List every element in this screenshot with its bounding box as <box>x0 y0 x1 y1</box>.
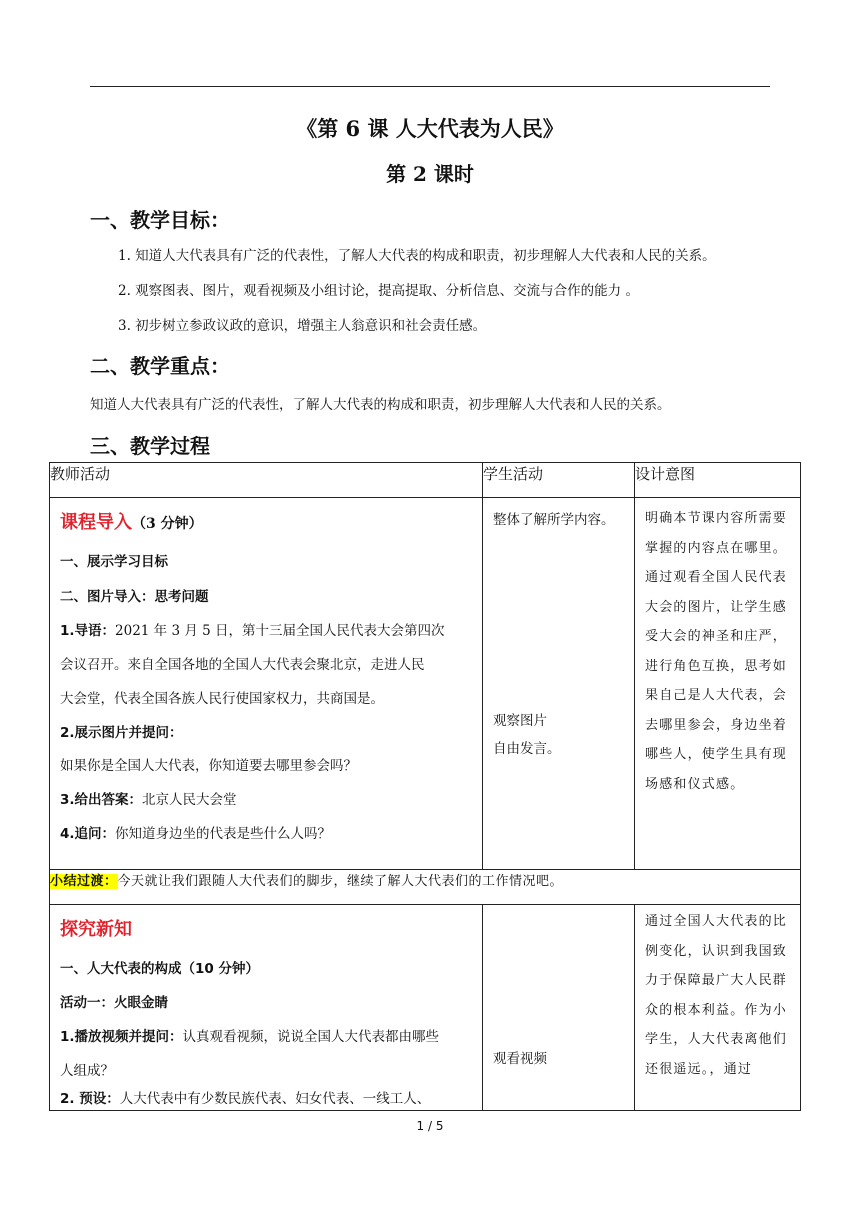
student-explore-1: 观看视频 <box>493 1051 547 1067</box>
student-cell-intro <box>483 498 635 870</box>
table-row-explore <box>50 905 801 1111</box>
explore-line-5: 2. 预设：人大代表中有少数民族代表、妇女代表、一线工人、 <box>60 1091 431 1107</box>
key-points-heading: 二、教学重点： <box>90 354 230 378</box>
teaching-process-table <box>49 462 801 1111</box>
table-row-summary <box>50 870 801 905</box>
intro-line-8: 3.给出答案：北京人民大会堂 <box>60 792 237 808</box>
summary-text: 今天就让我们跟随人大代表们的脚步，继续了解人大代表们的工作情况吧。 <box>117 874 564 889</box>
page-number: 1 / 5 <box>416 1119 444 1133</box>
goal-item-2: 2. 观察图表、图片，观看视频及小组讨论，提高提取、分析信息、交流与合作的能力 。 <box>118 283 639 299</box>
table-row-intro <box>50 498 801 870</box>
explore-heading: 探究新知 <box>60 919 132 940</box>
lesson-subtitle: 第 2 课时 <box>386 162 474 186</box>
summary-cell <box>50 870 801 905</box>
design-cell-explore <box>635 905 801 1111</box>
student-cell-explore <box>483 905 635 1111</box>
header-teacher: 教师活动 <box>50 463 483 498</box>
header-design: 设计意图 <box>635 463 801 498</box>
key-points-text: 知道人大代表具有广泛的代表性，了解人大代表的构成和职责，初步理解人大代表和人民的关系。 <box>90 397 671 413</box>
intro-line-6: 2.展示图片并提问： <box>60 725 183 741</box>
intro-line-9: 4.追问：你知道身边坐的代表是些什么人吗？ <box>60 826 332 842</box>
intro-heading-label: 课程导入 <box>60 512 132 533</box>
header-rule <box>90 86 770 87</box>
explore-line-3: 1.播放视频并提问：认真观看视频，说说全国人大代表都由哪些 <box>60 1029 440 1045</box>
design-cell-intro <box>635 498 801 870</box>
design-intro-text: 明确本节课内容所需要掌握的内容点在哪里。通过观看全国人民代表大会的图片，让学生感受大会的神圣和庄严，进行角色互换，思考如果自己是人大代表，会去哪里参会，身边坐着哪些人，使学生具有现场感和仪式感。 <box>645 511 788 792</box>
explore-line-2: 活动一：火眼金睛 <box>60 995 168 1011</box>
intro-heading <box>60 508 203 534</box>
student-intro-3: 自由发言。 <box>493 741 561 757</box>
teacher-cell-explore <box>50 905 483 1111</box>
teacher-cell-intro <box>50 498 483 870</box>
student-intro-1: 整体了解所学内容。 <box>493 512 615 528</box>
intro-line-4: 会议召开。来自全国各地的全国人大代表会聚北京，走进人民 <box>60 657 425 673</box>
header-student: 学生活动 <box>483 463 635 498</box>
table-header-row <box>50 463 801 498</box>
explore-line-4: 人组成？ <box>60 1063 114 1079</box>
intro-time: （3 分钟） <box>132 516 203 532</box>
explore-line-1: 一、人大代表的构成（10 分钟） <box>60 961 259 977</box>
intro-line-5: 大会堂，代表全国各族人民行使国家权力，共商国是。 <box>60 691 384 707</box>
lesson-title: 《第 6 课 人大代表为人民》 <box>296 116 564 141</box>
goal-item-3: 3. 初步树立参政议政的意识，增强主人翁意识和社会责任感。 <box>118 318 487 334</box>
process-heading: 三、教学过程 <box>90 434 210 458</box>
intro-line-1: 一、展示学习目标 <box>60 554 168 570</box>
summary-label: 小结过渡： <box>50 874 118 889</box>
goals-heading: 一、教学目标： <box>90 208 230 232</box>
intro-line-3: 1.导语：2021 年 3 月 5 日，第十三届全国人民代表大会第四次 <box>60 623 445 639</box>
intro-line-7: 如果你是全国人大代表，你知道要去哪里参会吗？ <box>60 758 357 774</box>
student-intro-2: 观察图片 <box>493 713 547 729</box>
design-explore-text: 通过全国人大代表的比例变化，认识到我国致力于保障最广大人民群众的根本利益。作为小学生，人大代表离他们还很遥远。，通过 <box>645 914 788 1077</box>
goal-item-1: 1. 知道人大代表具有广泛的代表性，了解人大代表的构成和职责，初步理解人大代表和人民的关系。 <box>118 248 716 264</box>
intro-line-2: 二、图片导入：思考问题 <box>60 589 209 605</box>
